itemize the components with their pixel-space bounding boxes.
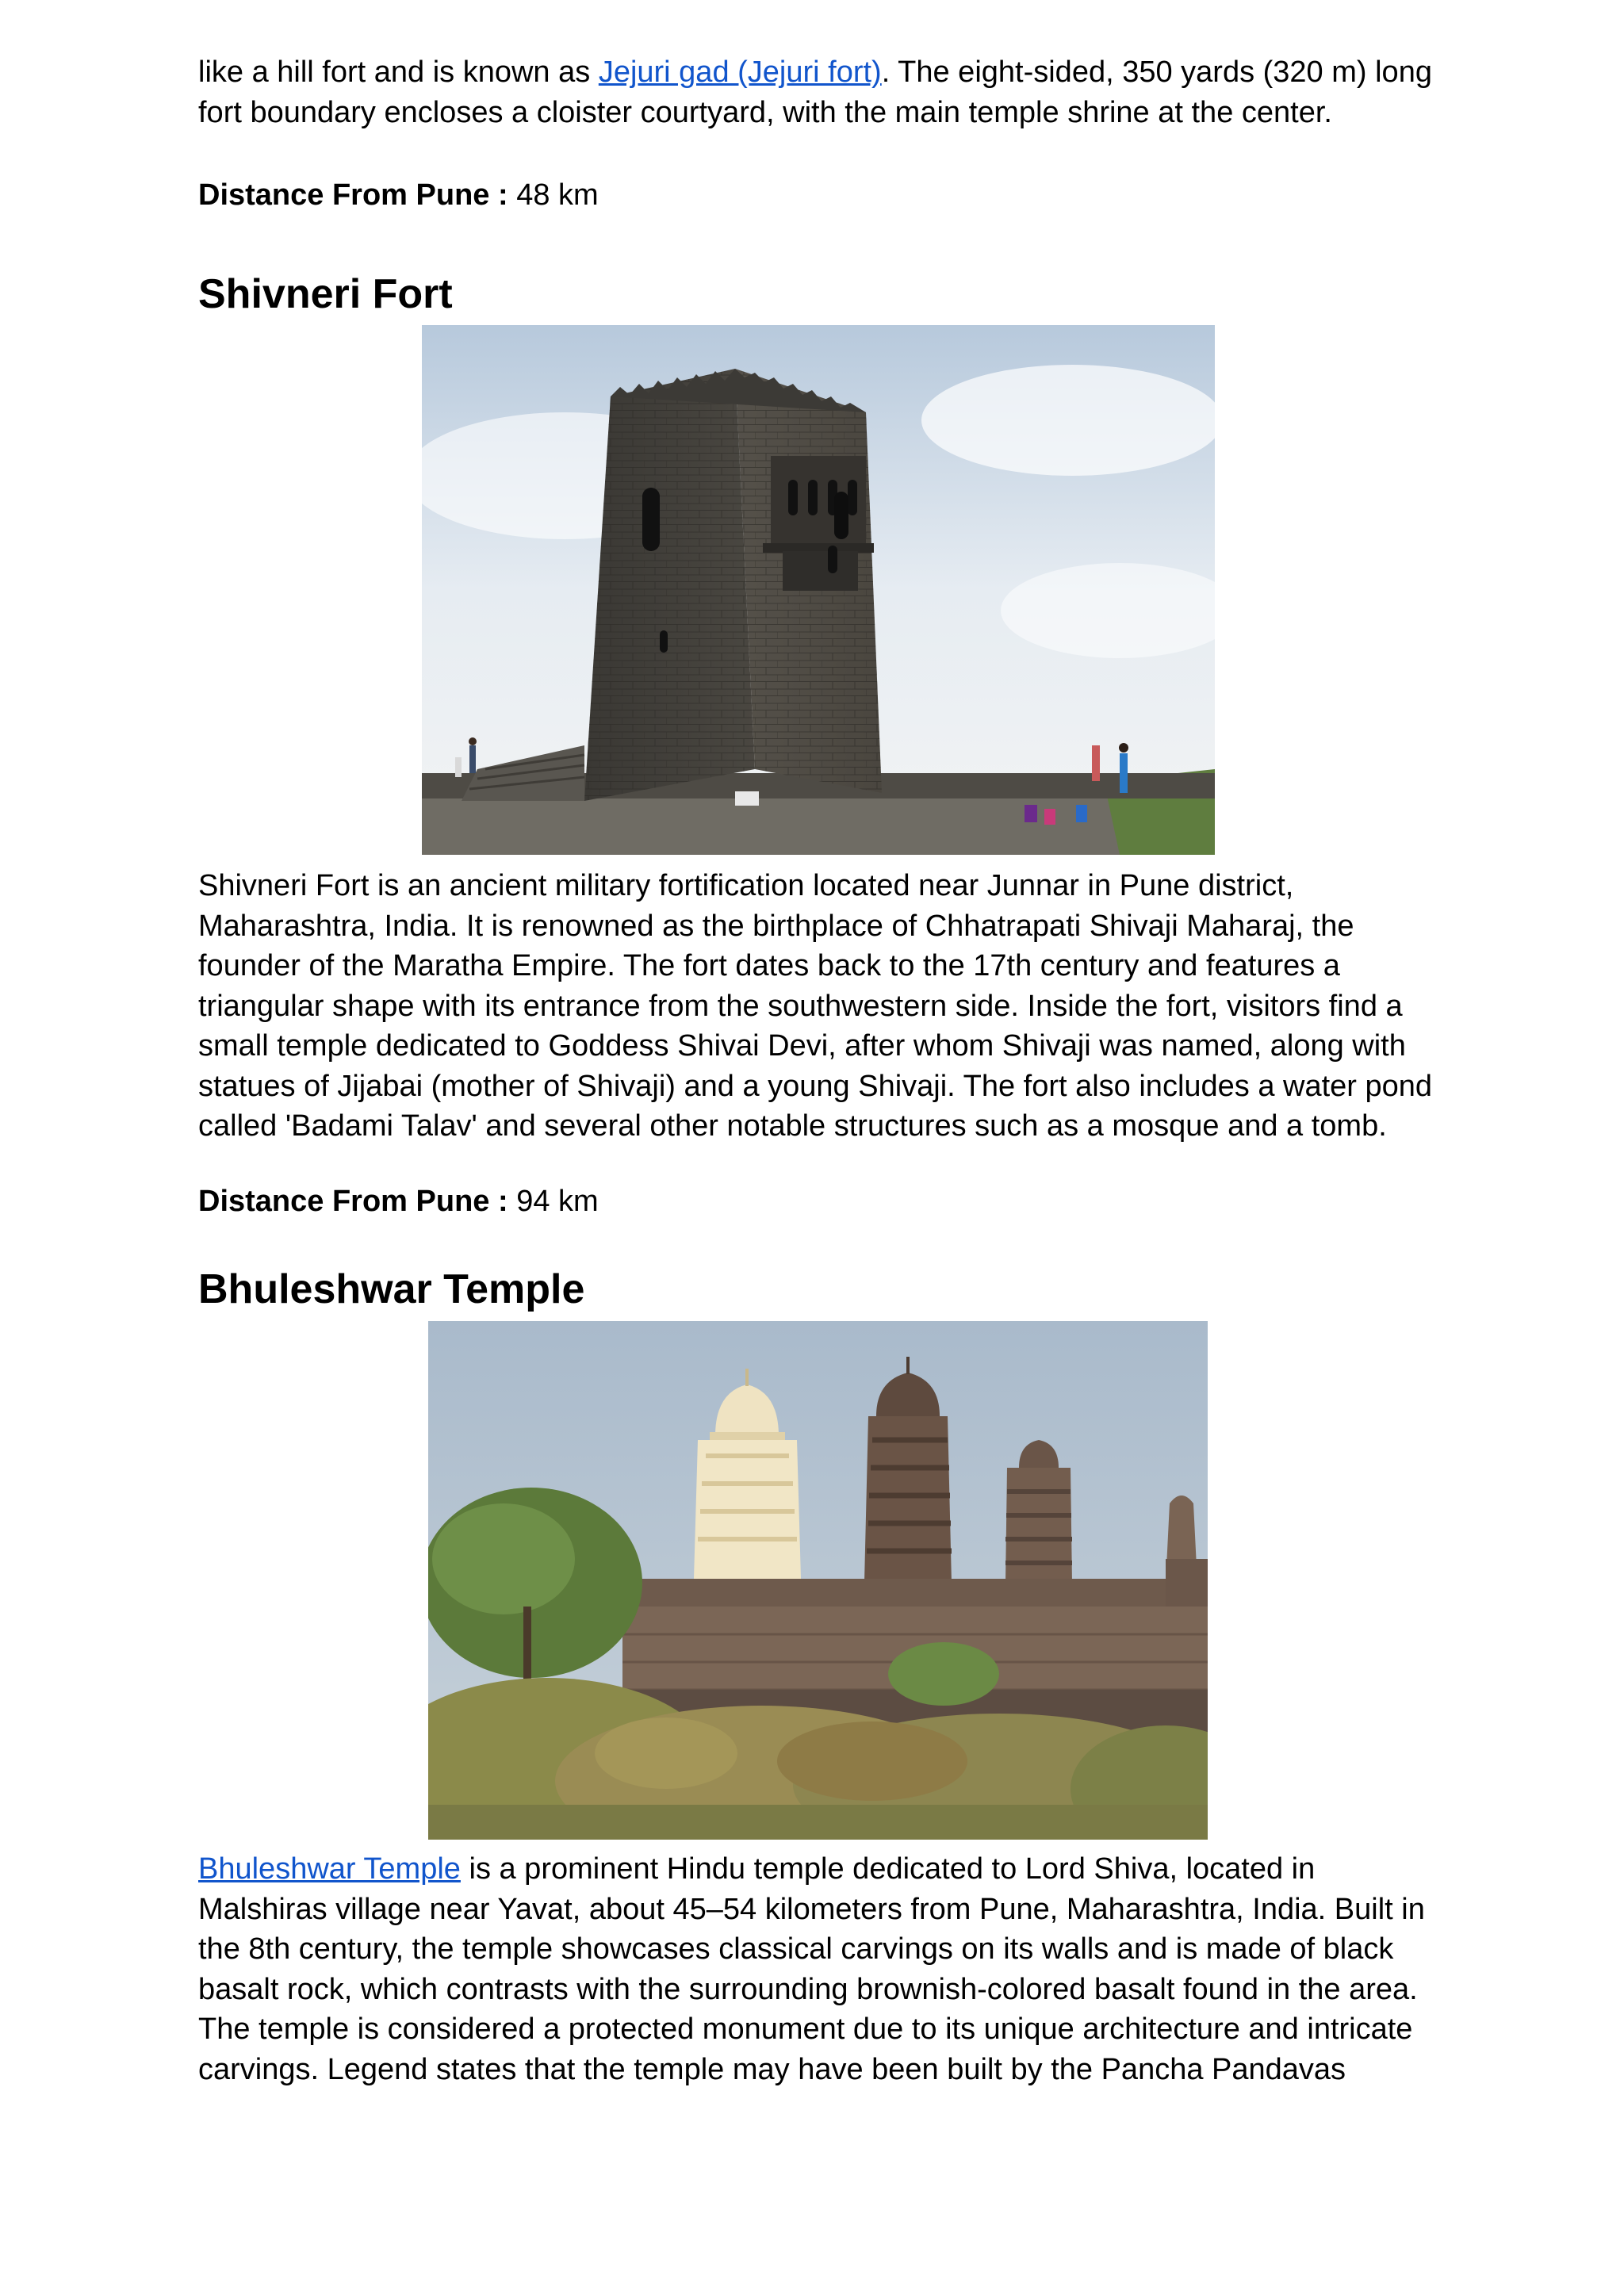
bhuleshwar-heading: Bhuleshwar Temple [198,1266,585,1312]
shivneri-heading: Shivneri Fort [198,271,453,317]
bhuleshwar-description: is a prominent Hindu temple dedicated to Lord Shiva, located in Malshiras village near Yavat, about 45–54 kilometers from Pune, Maharashtra, India. Built in the 8th century, the temple showcases classical carvings on its walls and is made of black basalt rock, which contrasts with the surrounding brownish-colored basalt found in the area. The temple is considered a protected monument due to its unique architecture and intricate carvings. Legend states that the temple may have been built by the Pancha Pandavas [198,1852,1425,2086]
shivneri-fort-photo [422,325,1215,855]
distance-label: Distance From Pune : [198,178,508,212]
jejuri-distance-line [198,175,1443,216]
jejuri-distance-value: 48 km [516,178,599,212]
bhuleshwar-paragraph [198,1849,1443,2089]
shivneri-distance-value: 94 km [516,1185,599,1218]
jejuri-text-after-link: . The eight-sided, 350 yards (320 m) long fort boundary encloses a cloister courtyard, with the main temple shrine at the center. [198,56,1432,129]
jejuri-text-before-link: like a hill fort and is known as [198,56,599,89]
bhuleshwar-temple-photo [428,1321,1208,1840]
jejuri-fort-link[interactable]: Jejuri gad (Jejuri fort) [598,56,882,89]
distance-label: Distance From Pune : [198,1185,508,1218]
bhuleshwar-temple-link[interactable]: Bhuleshwar Temple [198,1852,461,1886]
jejuri-paragraph [198,52,1443,132]
shivneri-description: Shivneri Fort is an ancient military fortification located near Junnar in Pune district, Maharashtra, India. It is renowned as the birthplace of Chhatrapati Shivaji Maharaj, the founder of the Maratha Empire. The fort dates back to the 17th century and features a triangular shape with its entrance from the southwestern side. Inside the fort, visitors find a small temple dedicated to Goddess Shivai Devi, after whom Shivaji was named, along with statues of Jijabai (mother of Shivaji) and a young Shivaji. The fort also includes a water pond called 'Badami Talav' and several other notable structures such as a mosque and a tomb. [198,869,1433,1143]
shivneri-distance-line [198,1181,1443,1222]
